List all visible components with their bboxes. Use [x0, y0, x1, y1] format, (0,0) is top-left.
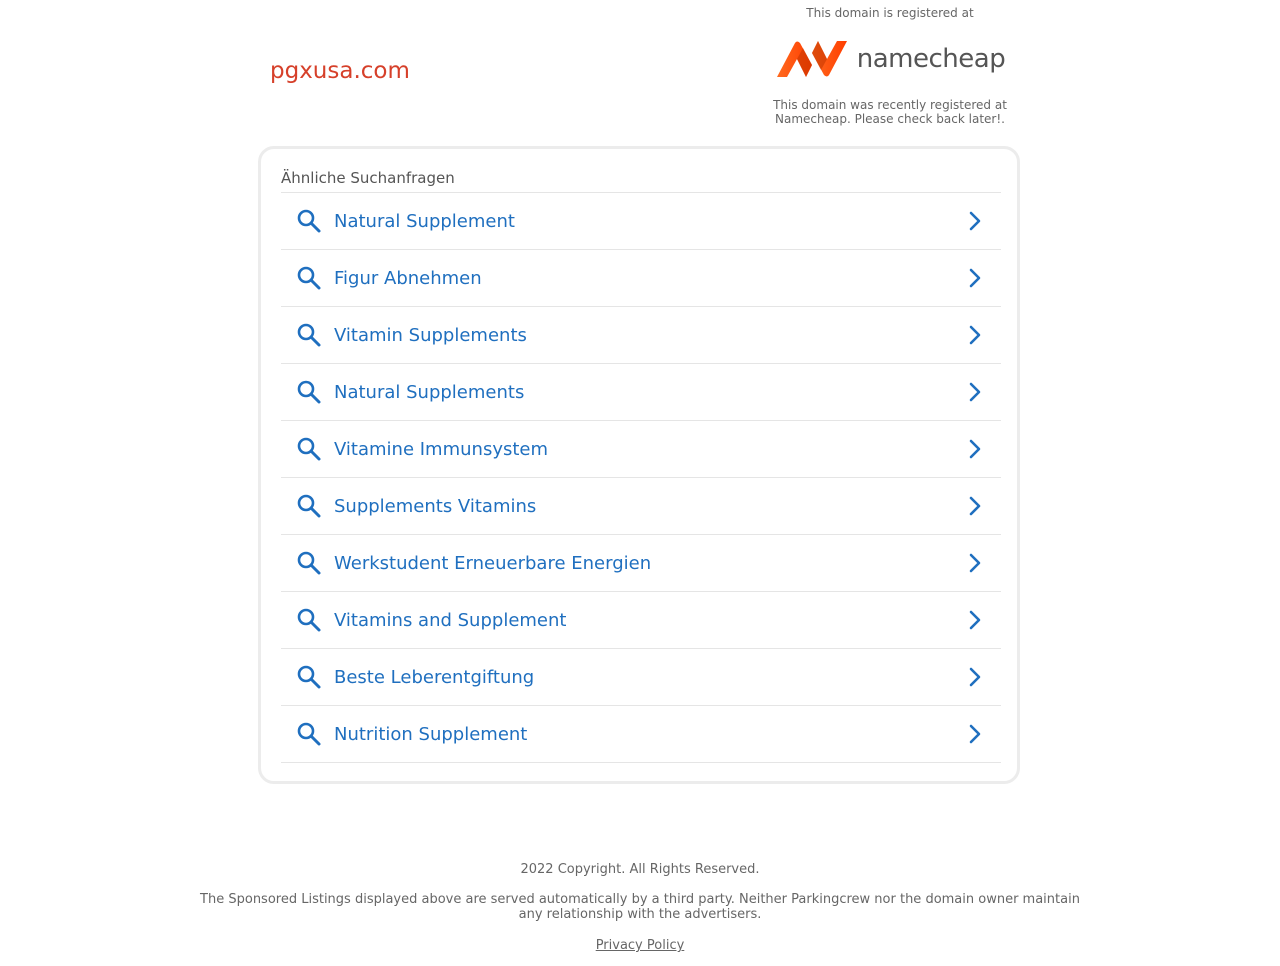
- chevron-right-icon: [965, 609, 985, 631]
- list-item-label: Vitamine Immunsystem: [334, 438, 549, 460]
- list-item[interactable]: [281, 535, 1001, 592]
- list-item-label: Figur Abnehmen: [334, 267, 482, 289]
- header: [0, 0, 1280, 140]
- privacy-policy-link[interactable]: Privacy Policy: [595, 938, 685, 953]
- list-item[interactable]: [281, 193, 1001, 250]
- chevron-right-icon: [965, 495, 985, 517]
- search-icon: [296, 664, 322, 690]
- domain-name: pgxusa.com: [270, 58, 410, 84]
- list-item-label: Natural Supplement: [334, 210, 515, 232]
- chevron-right-icon: [965, 552, 985, 574]
- list-item[interactable]: [281, 421, 1001, 478]
- chevron-right-icon: [965, 666, 985, 688]
- search-icon: [296, 322, 322, 348]
- chevron-right-icon: [965, 381, 985, 403]
- related-searches-panel: [258, 146, 1020, 784]
- list-item-label: Nutrition Supplement: [334, 723, 528, 745]
- chevron-right-icon: [965, 324, 985, 346]
- list-item-label: Natural Supplements: [334, 381, 525, 403]
- list-item-label: Werkstudent Erneuerbare Energien: [334, 552, 652, 574]
- search-icon: [296, 607, 322, 633]
- list-item[interactable]: [281, 649, 1001, 706]
- chevron-right-icon: [965, 723, 985, 745]
- list-item-label: Vitamins and Supplement: [334, 609, 567, 631]
- list-item[interactable]: [281, 478, 1001, 535]
- namecheap-logo-icon: [775, 39, 849, 79]
- disclaimer-text: The Sponsored Listings displayed above are served automatically by a third party. Neither Parkingcrew nor the domain owner maintain any relationship with the advertisers.: [200, 892, 1080, 922]
- search-icon: [296, 721, 322, 747]
- search-icon: [296, 550, 322, 576]
- list-item[interactable]: [281, 307, 1001, 364]
- search-icon: [296, 436, 322, 462]
- registrar-box: [760, 6, 1020, 126]
- registrar-bottom-text: This domain was recently registered at Namecheap. Please check back later!.: [773, 98, 1007, 126]
- list-item-label: Vitamin Supplements: [334, 324, 527, 346]
- registrar-top-text: This domain is registered at: [806, 6, 974, 20]
- panel-title: Ähnliche Suchanfragen: [281, 169, 455, 187]
- chevron-right-icon: [965, 438, 985, 460]
- copyright-text: 2022 Copyright. All Rights Reserved.: [520, 862, 760, 877]
- search-icon: [296, 265, 322, 291]
- list-item[interactable]: [281, 364, 1001, 421]
- search-icon: [296, 379, 322, 405]
- list-item[interactable]: [281, 250, 1001, 307]
- chevron-right-icon: [965, 210, 985, 232]
- list-item[interactable]: [281, 706, 1001, 763]
- footer: [0, 862, 1280, 953]
- namecheap-logo-text: namecheap: [856, 44, 1006, 74]
- related-searches-list: [281, 192, 1001, 763]
- list-item[interactable]: [281, 592, 1001, 649]
- search-icon: [296, 493, 322, 519]
- list-item-label: Beste Leberentgiftung: [334, 666, 535, 688]
- search-icon: [296, 208, 322, 234]
- chevron-right-icon: [965, 267, 985, 289]
- namecheap-logo[interactable]: [760, 28, 1020, 90]
- list-item-label: Supplements Vitamins: [334, 495, 537, 517]
